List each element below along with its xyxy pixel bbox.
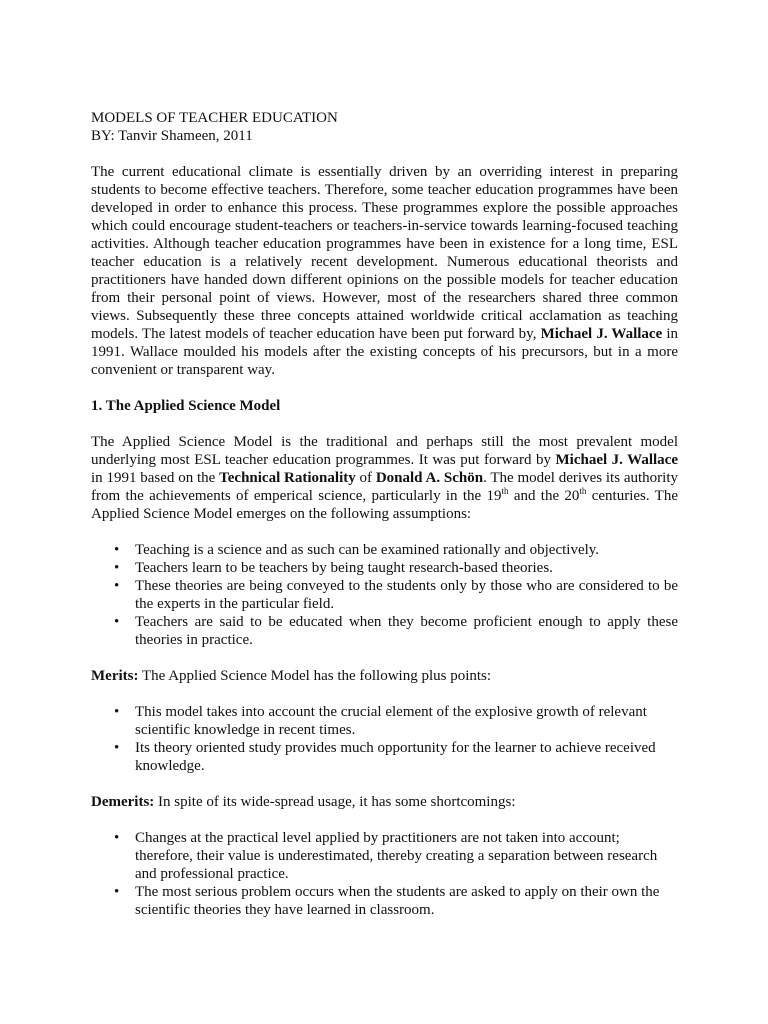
list-item: • This model takes into account the crucial element of the explosive growth of relevant scientific knowledge in recent times. bbox=[91, 703, 678, 739]
section-paragraph bbox=[91, 433, 678, 523]
superscript-th-1: th bbox=[501, 486, 509, 496]
intro-text-2: in 1991. Wallace moulded his models after the existing concepts of his precursors, but in a more convenient or transparent way. bbox=[91, 326, 679, 378]
section-text-6: centuries. The Applied Science Model emerges on the following assumptions: bbox=[91, 488, 678, 522]
intro-paragraph bbox=[91, 163, 678, 379]
merits-label: Merits: bbox=[91, 668, 139, 684]
list-item: • Teachers are said to be educated when they become proficient enough to apply these theories in practice. bbox=[91, 613, 678, 649]
title-block bbox=[91, 109, 678, 145]
section-schon-name: Donald A. Schön bbox=[375, 470, 484, 486]
list-item: • Changes at the practical level applied by practitioners are not taken into account; therefore, their value is underestimated, thereby creating a separation between research and professional practice. bbox=[91, 829, 678, 883]
merits-list bbox=[91, 703, 678, 775]
merits-text: The Applied Science Model has the following plus points: bbox=[138, 668, 492, 684]
intro-author-name: Michael J. Wallace bbox=[540, 326, 663, 342]
demerits-intro bbox=[91, 793, 678, 811]
section-text-4: . The model derives its authority from the achievements of emperical science, particularly in the 19 bbox=[91, 470, 678, 504]
list-item: • Teaching is a science and as such can be examined rationally and objectively. bbox=[91, 541, 678, 559]
document-byline: BY: Tanvir Shameen, 2011 bbox=[91, 128, 253, 144]
list-item: • These theories are being conveyed to the students only by those who are considered to be the experts in the particular field. bbox=[91, 577, 678, 613]
list-item: • Its theory oriented study provides much opportunity for the learner to achieve received knowledge. bbox=[91, 739, 678, 775]
document-title: MODELS OF TEACHER EDUCATION bbox=[91, 110, 338, 126]
section-author-name: Michael J. Wallace bbox=[555, 452, 679, 468]
section-heading: 1. The Applied Science Model bbox=[91, 398, 281, 414]
section-text-3: of bbox=[355, 470, 376, 486]
merits-intro bbox=[91, 667, 678, 685]
section-technical-rationality: Technical Rationality bbox=[219, 470, 356, 486]
demerits-label: Demerits: bbox=[91, 794, 155, 810]
assumptions-list bbox=[91, 541, 678, 649]
section-text-5: and the 20 bbox=[508, 488, 580, 504]
list-item: • Teachers learn to be teachers by being taught research-based theories. bbox=[91, 559, 678, 577]
list-item: • The most serious problem occurs when the students are asked to apply on their own the scientific theories they have learned in classroom. bbox=[91, 883, 678, 919]
superscript-th-2: th bbox=[579, 486, 587, 496]
demerits-text: In spite of its wide-spread usage, it has some shortcomings: bbox=[154, 794, 516, 810]
document-page bbox=[91, 109, 678, 937]
section-text-1: The Applied Science Model is the traditional and perhaps still the most prevalent model underlying most ESL teacher education programmes. It was put forward by bbox=[91, 434, 678, 468]
section-text-2: in 1991 based on the bbox=[91, 470, 220, 486]
intro-text-1: The current educational climate is essentially driven by an overriding interest in preparing students to become effective teachers. Therefore, some teacher education programmes have been developed in order to enhance this process. These programmes explore the possible approaches which could encourage student-teachers or teachers-in-service towards learning-focused teaching activities. Although teacher education programmes have been in existence for a long time, ESL teacher education is a relatively recent development. Numerous educational theorists and practitioners have handed down different opinions on the possible models for teacher education from their personal point of views. However, most of the researchers shared three common views. Subsequently these three concepts attained worldwide critical acclamation as teaching models. The latest models of teacher education have been put forward by, bbox=[91, 164, 678, 342]
demerits-list bbox=[91, 829, 678, 919]
